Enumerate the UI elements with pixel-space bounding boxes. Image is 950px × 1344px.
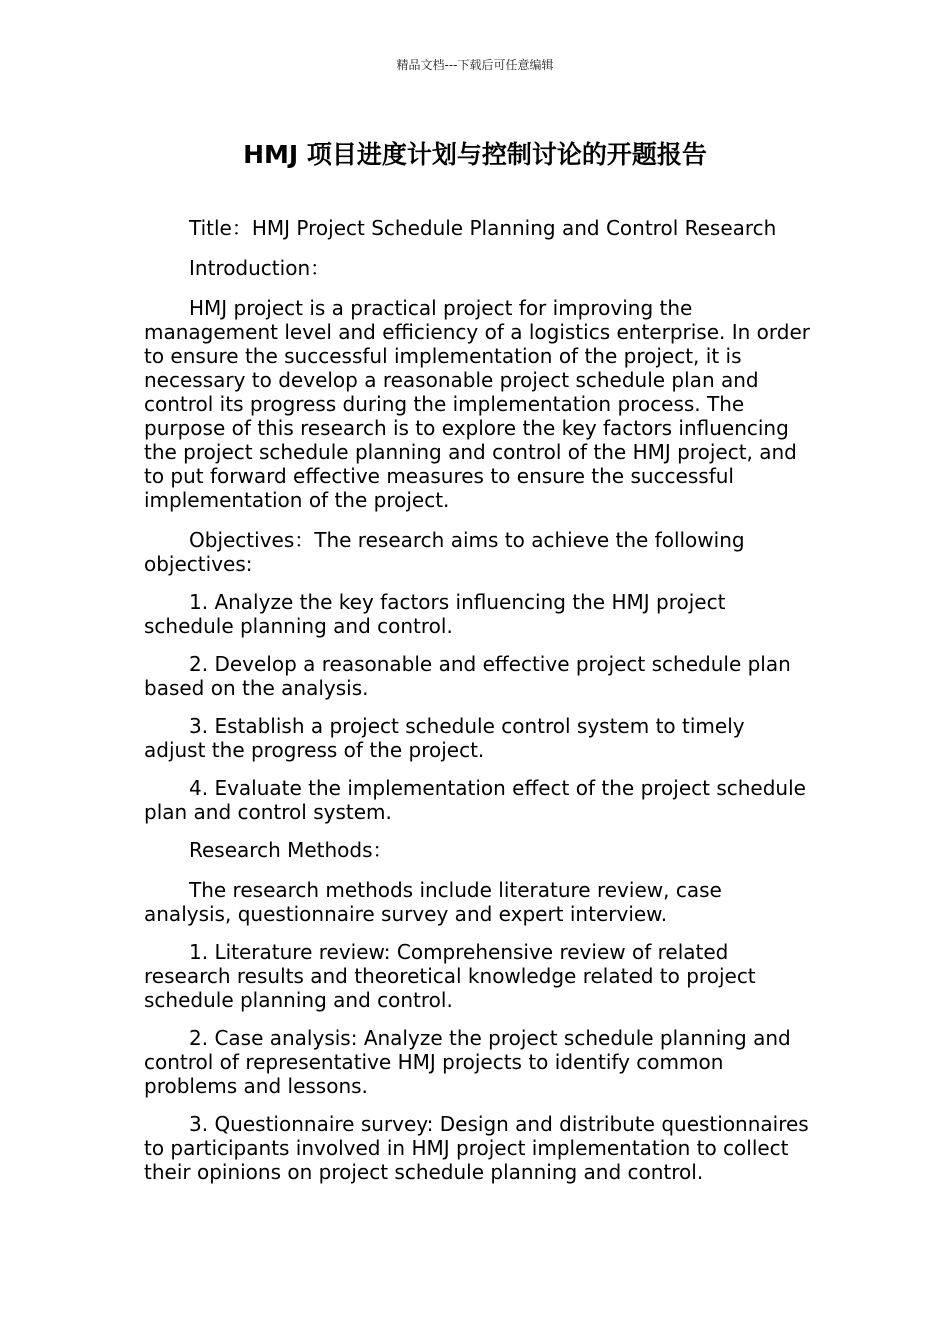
objectives-paragraph: Objectives：The research aims to achieve the following objectives: [144,528,745,576]
document-body [144,216,810,1198]
objective-item-3: 3. Establish a project schedule control system to timely adjust the progress of the project. [144,714,745,762]
objective-item-1: 1. Analyze the key factors influencing the HMJ project schedule planning and control. [144,590,726,638]
header-note: 精品文档---下载后可任意编辑 [396,58,554,72]
objective-item-2: 2. Develop a reasonable and effective project schedule plan based on the analysis. [144,652,791,700]
introduction-heading: Introduction： [189,256,331,280]
title-line: Title：HMJ Project Schedule Planning and Control Research [189,216,777,240]
document-title: HMJ 项目进度计划与控制讨论的开题报告 [243,140,707,169]
introduction-paragraph: HMJ project is a practical project for improving the management level and efficiency of a logistics enterprise. In order to ensure the successful implementation of the project, it is necessary to develop a reasonable project schedule plan and control its progress during the implementation process. The purpose of this research is to explore the key factors influencing the project schedule planning and control of the HMJ project, and to put forward effective measures to ensure the successful implementation of the project. [144,296,811,512]
research-methods-paragraph: The research methods include literature review, case analysis, questionnaire survey and expert interview. [144,878,722,926]
method-item-3: 3. Questionnaire survey: Design and distribute questionnaires to participants involved in HMJ project implementation to collect their opinions on project schedule planning and control. [144,1112,809,1184]
objective-item-4: 4. Evaluate the implementation effect of the project schedule plan and control system. [144,776,806,824]
research-methods-heading: Research Methods： [189,838,393,862]
method-item-1: 1. Literature review: Comprehensive review of related research results and theoretical knowledge related to project schedule planning and control. [144,940,756,1012]
method-item-2: 2. Case analysis: Analyze the project schedule planning and control of representative HMJ projects to identify common problems and lessons. [144,1026,791,1098]
